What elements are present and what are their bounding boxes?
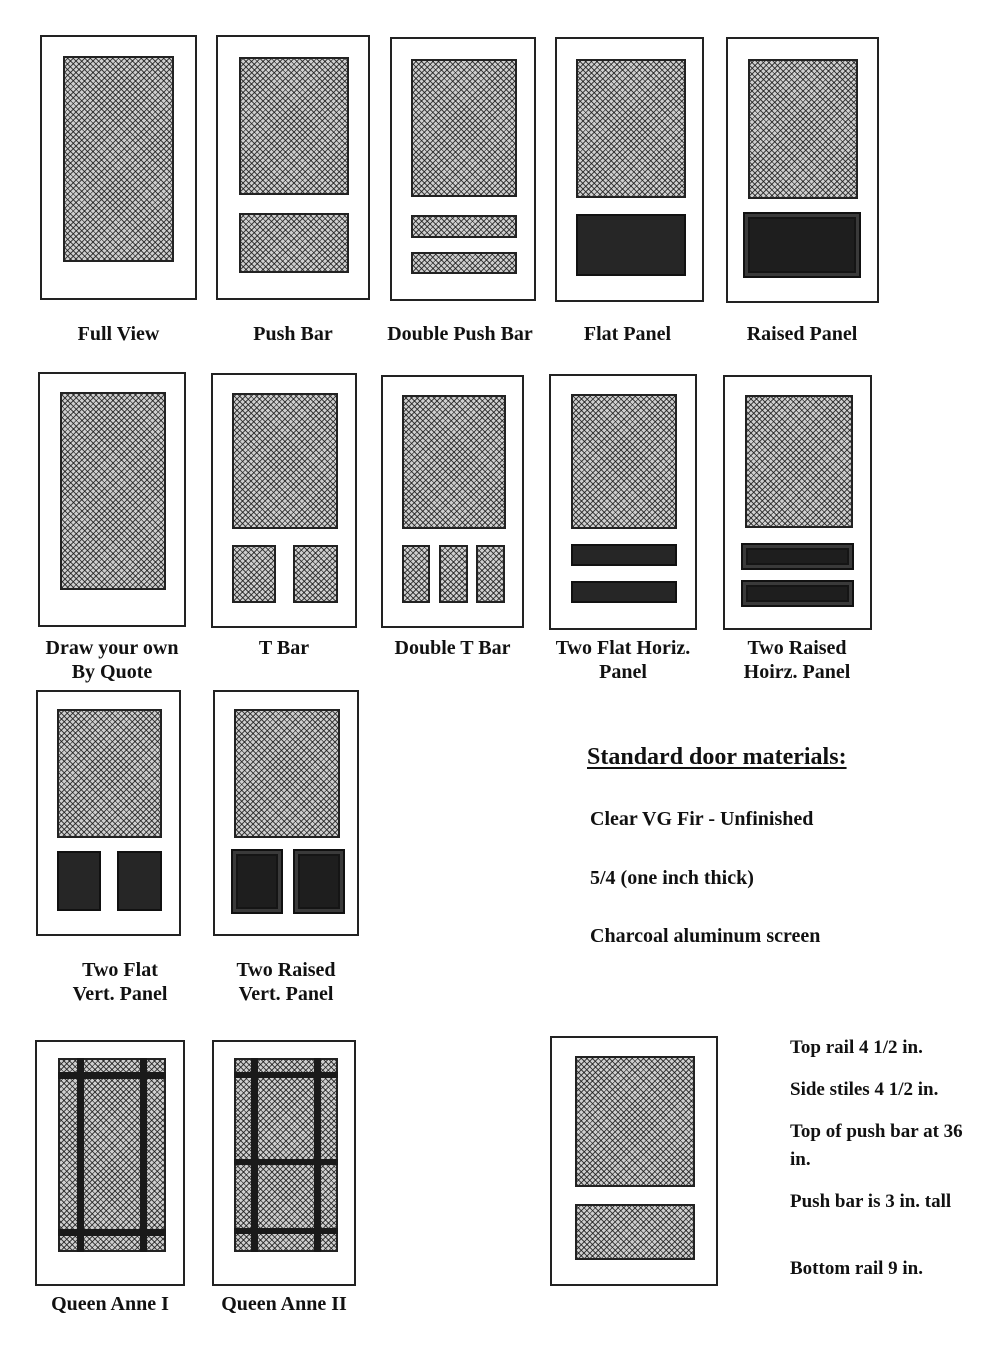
door-two-flat-horiz-panel	[549, 374, 697, 630]
mullion-horizontal-bottom	[58, 1229, 166, 1236]
raised-horiz-panel-1	[741, 543, 854, 570]
material-item-screen: Charcoal aluminum screen	[590, 925, 821, 947]
mullion-horizontal-bottom	[234, 1228, 338, 1234]
screen-panel	[411, 59, 517, 197]
door-flat-panel	[555, 37, 704, 302]
flat-vert-panel-right	[117, 851, 162, 911]
door-queen-anne-ii	[212, 1040, 356, 1286]
label-raised-panel: Raised Panel	[746, 323, 858, 345]
door-draw-your-own	[38, 372, 186, 627]
door-full-view	[40, 35, 197, 300]
label-two-raised-vert-panel: Two Raised Vert. Panel	[236, 959, 336, 1005]
spec-push-bar-top: Top of push bar at 36 in.	[790, 1121, 963, 1170]
t-bar-screen-3	[476, 545, 505, 603]
screen-panel	[60, 392, 166, 590]
screen-panel	[402, 395, 506, 529]
material-item-wood: Clear VG Fir - Unfinished	[590, 808, 814, 830]
screen-panel	[575, 1056, 695, 1187]
label-double-push-bar: Double Push Bar	[387, 323, 533, 345]
screen-panel	[57, 709, 162, 838]
push-bar-screen-1	[411, 215, 517, 238]
door-two-raised-horiz-panel	[723, 375, 872, 630]
material-item-thickness: 5/4 (one inch thick)	[590, 867, 754, 889]
screen-panel	[58, 1058, 166, 1252]
mullion-horizontal-top	[234, 1072, 338, 1078]
mullion-horizontal-top	[58, 1072, 166, 1079]
raised-horiz-panel-2	[741, 580, 854, 607]
mullion-vertical-left	[77, 1058, 84, 1252]
t-bar-screen-2	[439, 545, 468, 603]
mullion-vertical-right	[314, 1058, 321, 1252]
flat-horiz-panel-2	[571, 581, 677, 603]
flat-panel	[576, 214, 686, 276]
screen-panel	[232, 393, 338, 529]
door-push-bar	[216, 35, 370, 300]
door-spec-diagram	[550, 1036, 718, 1286]
door-raised-panel	[726, 37, 879, 303]
screen-panel	[63, 56, 174, 262]
spec-bottom-rail: Bottom rail 9 in.	[790, 1258, 923, 1279]
mullion-vertical-right	[140, 1058, 147, 1252]
door-queen-anne-i	[35, 1040, 185, 1286]
raised-vert-panel-right	[293, 849, 345, 914]
label-full-view: Full View	[77, 323, 160, 345]
label-two-raised-horiz-panel: Two Raised Hoirz. Panel	[743, 637, 851, 683]
materials-title: Standard door materials:	[587, 744, 847, 770]
push-bar-screen-2	[411, 252, 517, 274]
label-flat-panel: Flat Panel	[583, 323, 672, 345]
t-bar-screen-1	[402, 545, 430, 603]
raised-panel	[743, 212, 861, 278]
label-double-t-bar: Double T Bar	[394, 637, 511, 659]
label-two-flat-vert-panel: Two Flat Vert. Panel	[72, 959, 168, 1005]
label-two-flat-horiz-panel: Two Flat Horiz. Panel	[555, 637, 691, 683]
spec-top-rail: Top rail 4 1/2 in.	[790, 1037, 923, 1058]
spec-side-stiles: Side stiles 4 1/2 in.	[790, 1079, 939, 1100]
spec-push-bar-height: Push bar is 3 in. tall	[790, 1191, 952, 1212]
flat-horiz-panel-1	[571, 544, 677, 566]
label-queen-anne-i: Queen Anne I	[51, 1293, 169, 1315]
screen-panel	[571, 394, 677, 529]
push-bar-screen	[575, 1204, 695, 1260]
label-draw-your-own: Draw your own By Quote	[45, 637, 179, 683]
mullion-vertical-left	[251, 1058, 258, 1252]
t-bar-screen-left	[232, 545, 276, 603]
screen-panel	[239, 57, 349, 195]
screen-panel	[748, 59, 858, 199]
label-queen-anne-ii: Queen Anne II	[221, 1293, 347, 1315]
push-bar-screen	[239, 213, 349, 273]
label-push-bar: Push Bar	[253, 323, 333, 345]
door-two-flat-vert-panel	[36, 690, 181, 936]
t-bar-screen-right	[293, 545, 338, 603]
screen-panel	[745, 395, 853, 528]
raised-vert-panel-left	[231, 849, 283, 914]
door-two-raised-vert-panel	[213, 690, 359, 936]
screen-panel	[234, 709, 340, 838]
door-double-push-bar	[390, 37, 536, 301]
door-t-bar	[211, 373, 357, 628]
label-t-bar: T Bar	[258, 637, 310, 659]
flat-vert-panel-left	[57, 851, 101, 911]
door-double-t-bar	[381, 375, 524, 628]
mullion-horizontal-middle	[234, 1159, 338, 1165]
screen-panel	[234, 1058, 338, 1252]
screen-panel	[576, 59, 686, 198]
